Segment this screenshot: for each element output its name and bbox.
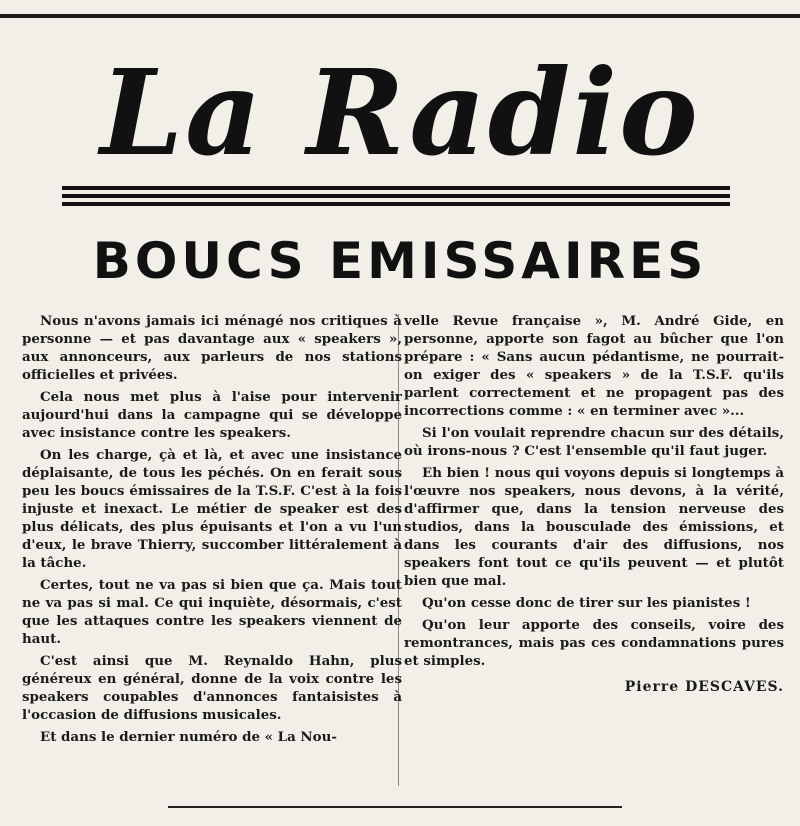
paragraph: C'est ainsi que M. Reynaldo Hahn, plus généreux en général, donne de la voix contre les speakers coupables d'annonces fantaisistes à l'occasion de diffusions musicales. <box>22 653 402 723</box>
paragraph: Si l'on voulait reprendre chacun sur des détails, où irons-nous ? C'est l'ensemble qu'il faut juger. <box>404 425 784 459</box>
paragraph: Qu'on leur apporte des conseils, voire des remontrances, mais pas ces condamnations pures et simples. <box>404 617 784 669</box>
paragraph: On les charge, çà et là, et avec une insistance déplaisante, de tous les péchés. On en ferait sous peu les boucs émissaires de la T.S.F. C'est à la fois injuste et inexact. Le métier de speaker est des plus délicats, des plus épuisants et l'on a vu l'un d'eux, le brave Thierry, succomber littéralement à la tâche. <box>22 447 402 571</box>
left-column <box>22 312 402 750</box>
bottom-rule <box>168 806 622 808</box>
paragraph: Eh bien ! nous qui voyons depuis si longtemps à l'œuvre nos speakers, nous devons, à la vérité, d'affirmer que, dans la tension nerveuse des studios, dans la bousculade des émissions, et dans les courants d'air des diffusions, nos speakers font tout ce qu'ils peuvent — et plutôt bien que mal. <box>404 465 784 589</box>
paragraph: Cela nous met plus à l'aise pour intervenir aujourd'hui dans la campagne qui se développe avec insistance contre les speakers. <box>22 389 402 441</box>
article-headline: BOUCS EMISSAIRES <box>92 232 708 290</box>
paragraph: Et dans le dernier numéro de « La Nou- <box>40 729 337 745</box>
masthead-underline <box>62 186 730 210</box>
paragraph: Nous n'avons jamais ici ménagé nos critiques à personne — et pas davantage aux « speakers », aux annonceurs, aux parleurs de nos stations officielles et privées. <box>22 313 402 383</box>
paragraph-continuation: velle Revue française », M. André Gide, en personne, apporte son fagot au bûcher que l'on prépare : « Sans aucun pédantisme, ne pourrait-on exiger des « speakers » de la T.S.F. qu'ils parlent correctement et ne propagent pas des incorrections comme : « en terminer avec »... <box>404 313 784 419</box>
author-signature: Pierre DESCAVES. <box>624 679 784 695</box>
top-rule <box>0 14 800 18</box>
paragraph: Qu'on cesse donc de tirer sur les pianistes ! <box>422 595 751 611</box>
paragraph: Certes, tout ne va pas si bien que ça. Mais tout ne va pas si mal. Ce qui inquiète, désormais, c'est que les attaques contre les speakers viennent de haut. <box>22 577 402 647</box>
masthead-title: La Radio <box>100 43 700 182</box>
right-column <box>404 312 784 696</box>
